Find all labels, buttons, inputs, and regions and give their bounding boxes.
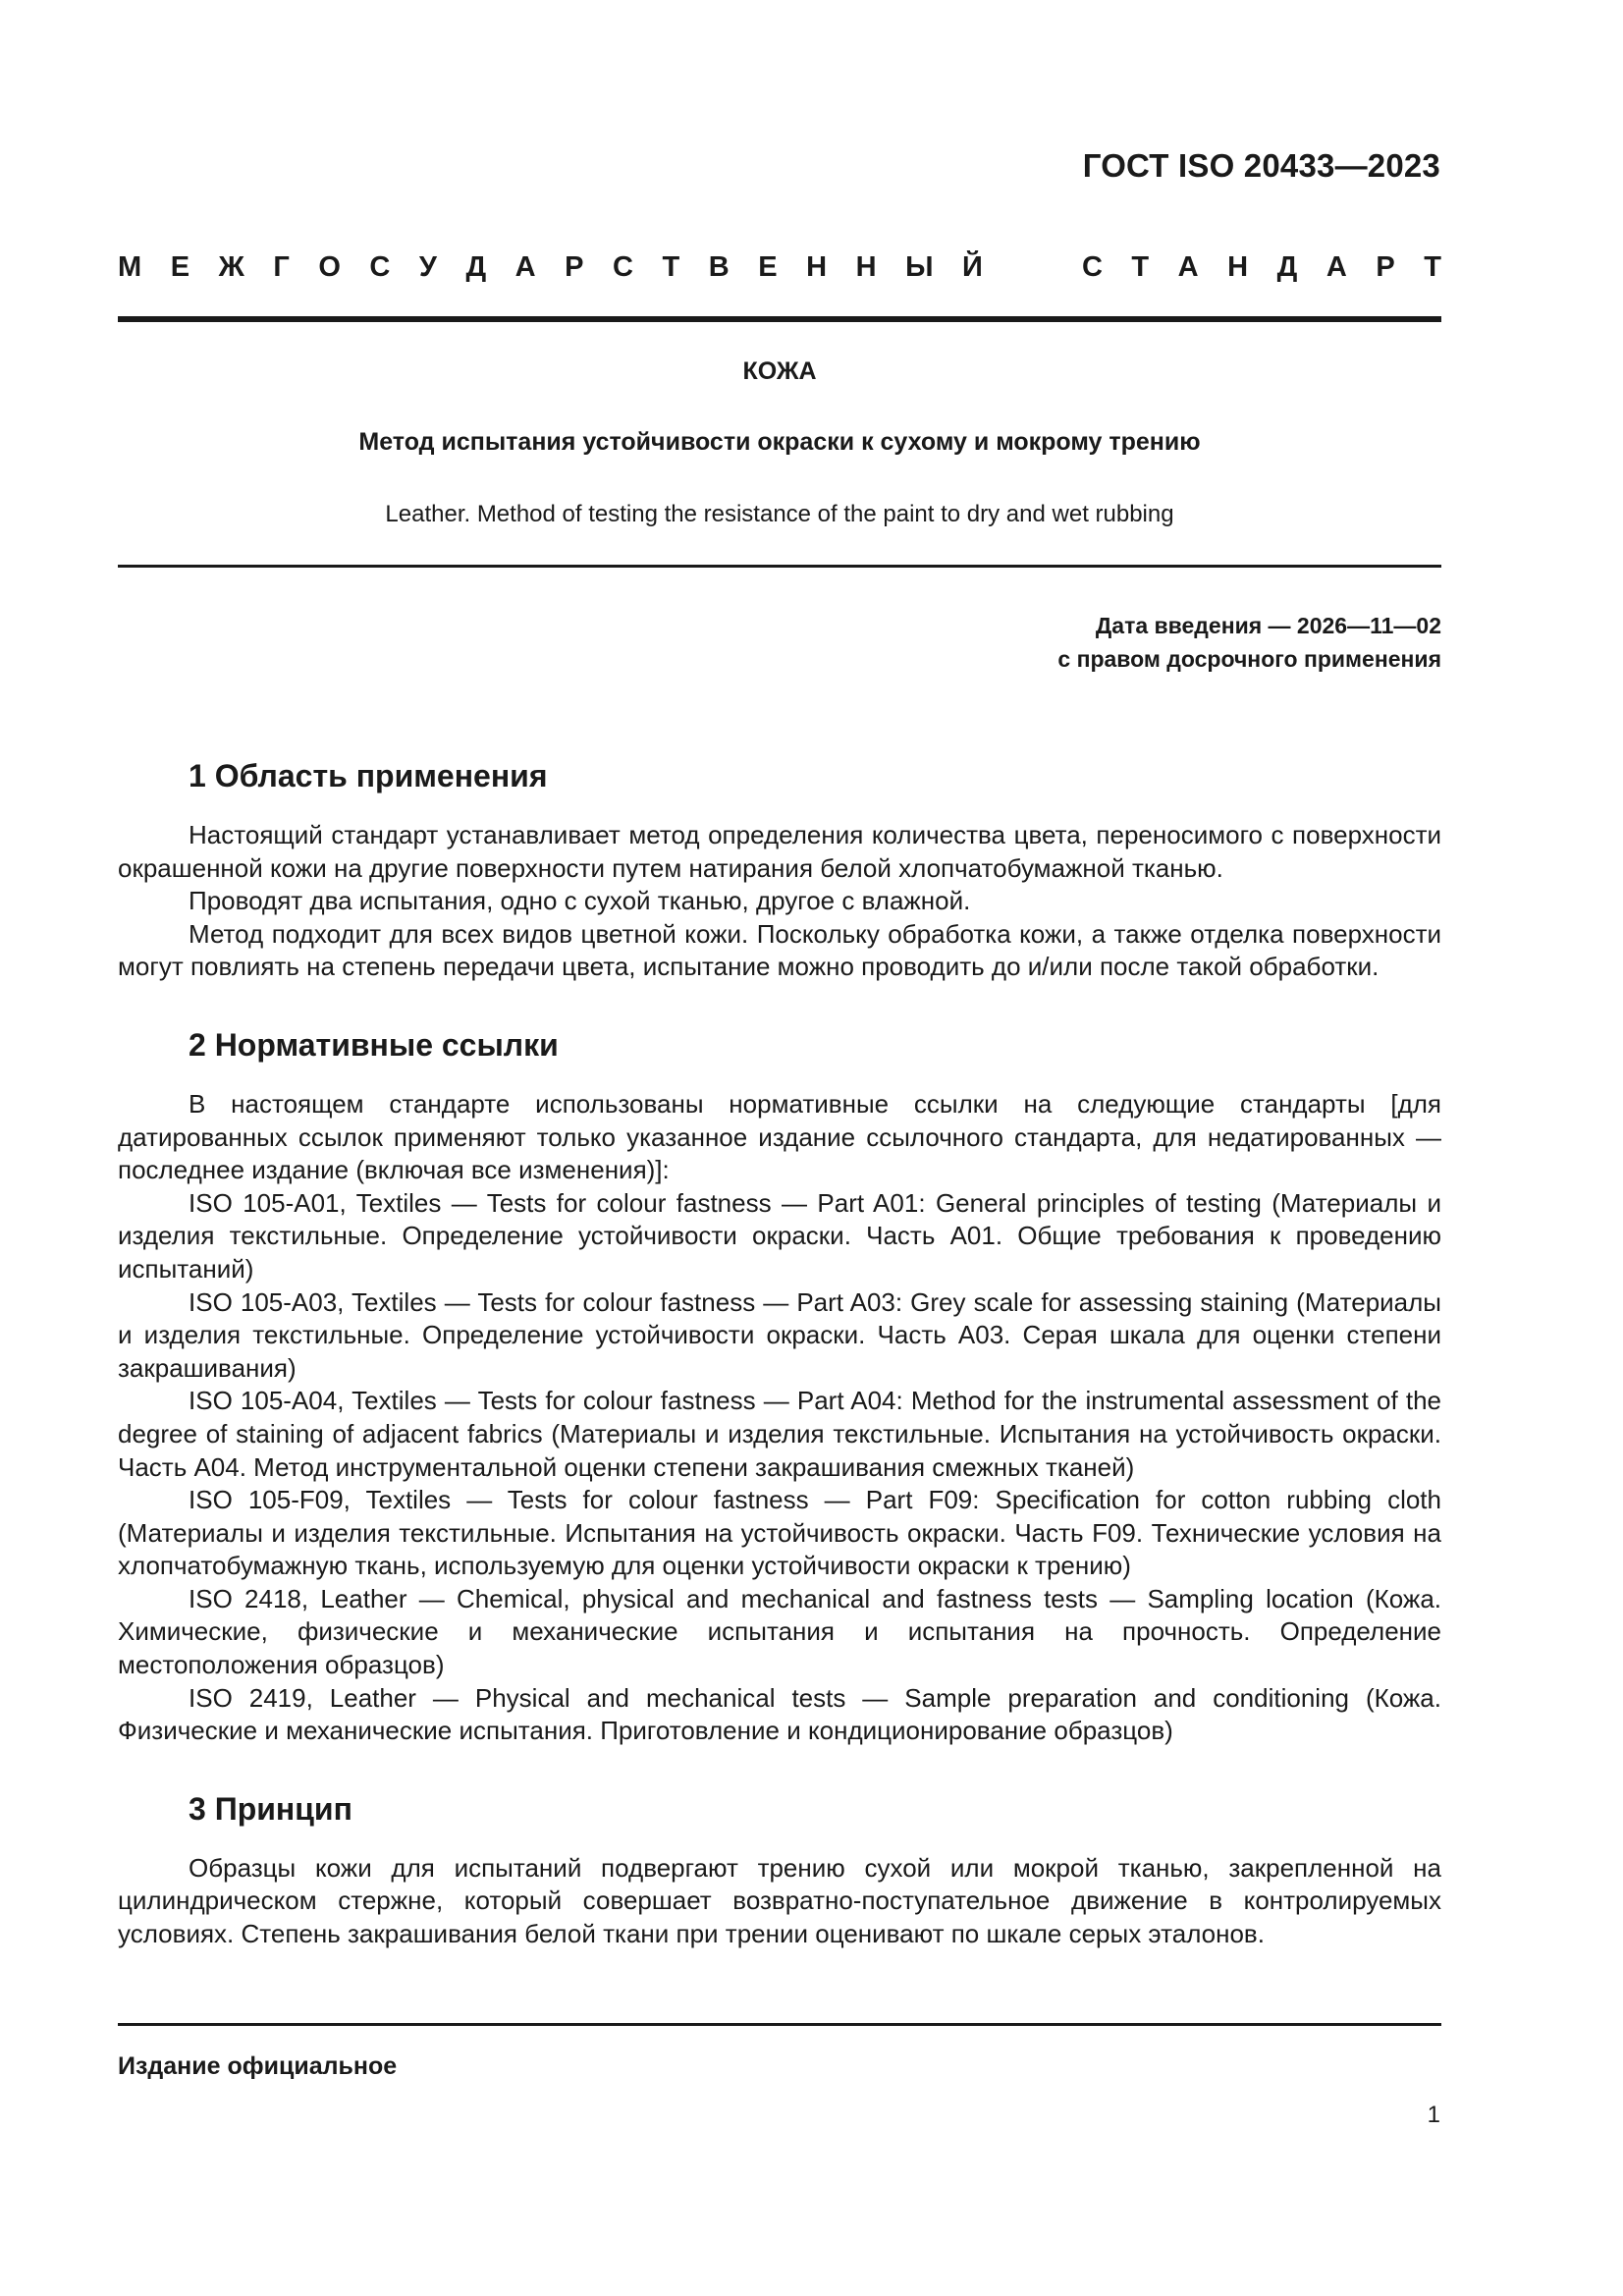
reference-item: ISO 105-A01, Textiles — Tests for colour fastness — Part A01: General principles of testing (Материалы и изделия текстильные. Определение устойчивости окраски. Часть А01. Общие требования к проведению испытаний) bbox=[118, 1187, 1441, 1284]
reference-item: ISO 105-F09, Textiles — Tests for colour fastness — Part F09: Specification for cotton rubbing cloth (Материалы и изделия текстильные. Испытания на устойчивость окраски. Часть F09. Технические условия на хлопчатобумажную ткань, используемую для оценки устойчивости окраски к трению) bbox=[118, 1485, 1441, 1581]
heading-letter: С bbox=[613, 251, 633, 283]
paragraph: В настоящем стандарте использованы нормативные ссылки на следующие стандарты [для датированных ссылок применяют только указанное издание ссылочного стандарта, для недатированных — последнее издание (включая все изменения)]: bbox=[118, 1088, 1441, 1185]
document-subtitle: Метод испытания устойчивости окраски к сухому и мокрому трению bbox=[358, 428, 1201, 456]
heading-letter: Д bbox=[1276, 251, 1298, 283]
word-gap bbox=[1011, 251, 1053, 284]
document-title: КОЖА bbox=[742, 357, 817, 385]
heading-letter: Н bbox=[855, 251, 877, 283]
heading-letter: У bbox=[418, 251, 437, 283]
heading-letter: Е bbox=[170, 251, 190, 283]
section-normative-references bbox=[118, 1025, 1441, 1748]
introduction-date: Дата введения — 2026—11—02 bbox=[1095, 613, 1441, 638]
heading-letter: Д bbox=[465, 251, 487, 283]
heading-letter: О bbox=[318, 251, 341, 283]
page-number: 1 bbox=[1427, 2102, 1440, 2128]
heading-letter: С bbox=[1081, 251, 1103, 283]
heading-letter: А bbox=[1325, 251, 1347, 283]
heading-letter: М bbox=[118, 251, 142, 283]
heading-letter: Е bbox=[758, 251, 778, 283]
reference-item: ISO 2419, Leather — Physical and mechanical tests — Sample preparation and conditioning (Кожа. Физические и механические испытания. Приготовление и кондиционирование образцов) bbox=[118, 1682, 1441, 1746]
title-rule bbox=[118, 565, 1441, 568]
section-principle bbox=[118, 1789, 1441, 1951]
document-body bbox=[118, 756, 1441, 1991]
paragraph: Образцы кожи для испытаний подвергают трению сухой или мокрой тканью, закрепленной на цилиндрическом стержне, который совершает возвратно-поступательное движение в контролируемых условиях. Степень закрашивания белой ткани при трении оценивают по шкале серых эталонов. bbox=[118, 1852, 1441, 1949]
document-code: ГОСТ ISO 20433—2023 bbox=[1082, 147, 1440, 184]
heading-letter: С bbox=[369, 251, 391, 283]
heading-letter: А bbox=[1177, 251, 1199, 283]
heading-letter: Т bbox=[1131, 251, 1150, 283]
paragraph: Настоящий стандарт устанавливает метод определения количества цвета, переносимого с поверхности окрашенной кожи на другие поверхности путем натирания белой хлопчатобумажной тканью. bbox=[118, 820, 1441, 883]
heading-letter: Т bbox=[1424, 251, 1441, 283]
document-title-english: Leather. Method of testing the resistance of the paint to dry and wet rubbing bbox=[385, 501, 1174, 527]
section-scope bbox=[118, 756, 1441, 984]
paragraph: Проводят два испытания, одно с сухой тканью, другое с влажной. bbox=[189, 886, 971, 916]
heading-letter: Н bbox=[806, 251, 828, 283]
footer-rule bbox=[118, 2023, 1441, 2026]
heading-letter: Т bbox=[662, 251, 680, 283]
heading-letter: А bbox=[514, 251, 536, 283]
paragraph: Метод подходит для всех видов цветной кожи. Поскольку обработка кожи, а также отделка поверхности могут повлиять на степень передачи цвета, испытание можно проводить до и/или после такой обработки. bbox=[118, 918, 1441, 982]
heading-letter: Р bbox=[1376, 251, 1395, 283]
early-application-note: с правом досрочного применения bbox=[1057, 646, 1441, 672]
header-rule bbox=[118, 316, 1441, 322]
section-heading: 2 Нормативные ссылки bbox=[189, 1026, 559, 1063]
introduction-date-block bbox=[1057, 609, 1441, 676]
heading-letter: Й bbox=[962, 251, 983, 283]
heading-letter: В bbox=[708, 251, 730, 283]
section-heading: 3 Принцип bbox=[189, 1790, 352, 1827]
heading-letter: Р bbox=[565, 251, 584, 283]
reference-item: ISO 105-A04, Textiles — Tests for colour fastness — Part A04: Method for the instrumental assessment of the degree of staining of adjacent fabrics (Материалы и изделия текстильные. Испытания на устойчивость окраски. Часть А04. Метод инструментальной оценки степени закрашивания смежных тканей) bbox=[118, 1386, 1441, 1482]
reference-item: ISO 2418, Leather — Chemical, physical and mechanical and fastness tests — Sampling location (Кожа. Химические, физические и механические испытания и испытания на прочность. Определение местоположения образцов) bbox=[118, 1583, 1441, 1680]
heading-letter: Н bbox=[1227, 251, 1249, 283]
heading-letter: Г bbox=[273, 251, 290, 283]
heading-letter: Ы bbox=[905, 251, 934, 283]
interstate-standard-heading bbox=[118, 251, 1441, 284]
official-edition-label: Издание официальное bbox=[118, 2052, 398, 2080]
reference-item: ISO 105-A03, Textiles — Tests for colour fastness — Part A03: Grey scale for assessing staining (Материалы и изделия текстильные. Определение устойчивости окраски. Часть А03. Серая шкала для оценки степени закрашивания) bbox=[118, 1286, 1441, 1383]
section-heading: 1 Область применения bbox=[189, 758, 548, 793]
heading-letter: Ж bbox=[218, 251, 244, 283]
